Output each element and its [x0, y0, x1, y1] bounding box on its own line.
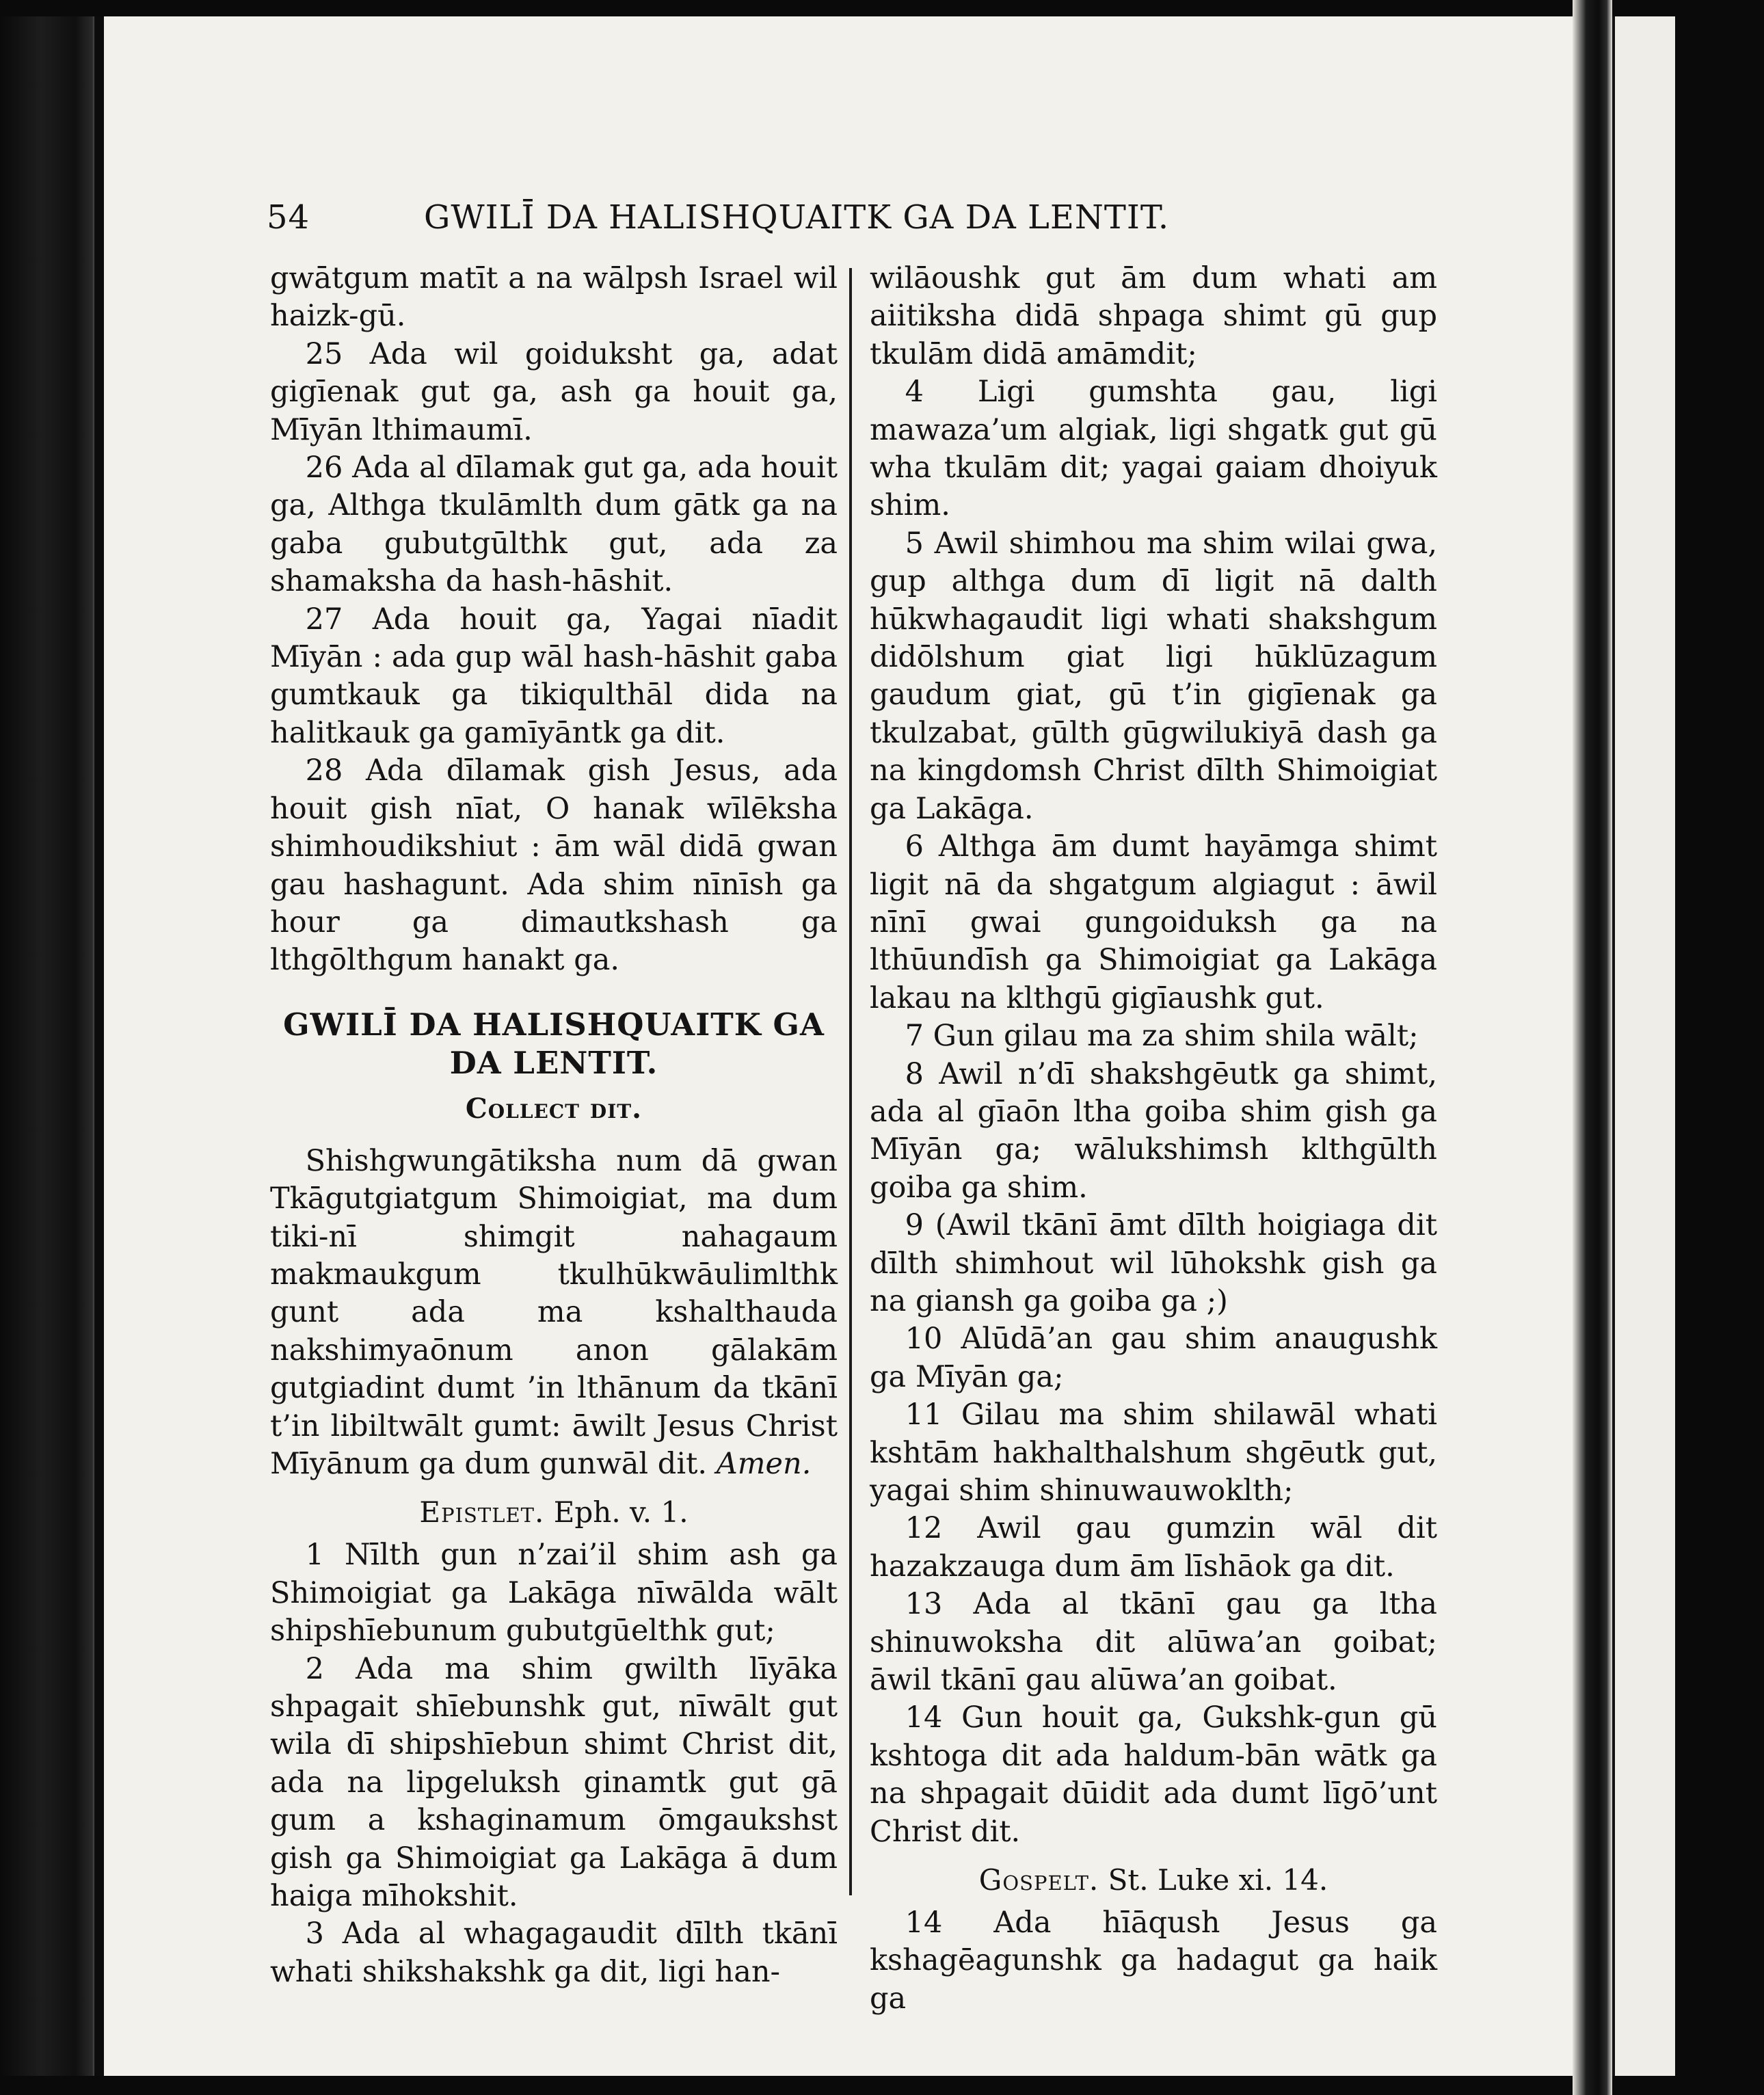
next-page-edge-line — [1612, 16, 1615, 2076]
gospel-reference: St. Luke xi. 14. — [1108, 1863, 1328, 1897]
epistle-verse-5: 5 Awil shimhou ma shim wilai gwa, gup althga dum dī ligit nā dalth hūkwhagaudit ligi whati shakshgum didōlshum giat ligi hūklūzagum gaudum giat, gū t’in gigīenak ga tkulzabat, gūlth gūgwilukiyā dash ga na kingdomsh Christ dīlth Shimoigiat ga Lakāga. — [870, 526, 1437, 826]
epistle-verse-3-continued: wilāoushk gut ām dum whati am aiitiksha didā shpaga shimt gū gup tkulām didā amāmdit; — [870, 261, 1437, 371]
epistle-label-line — [270, 1493, 838, 1532]
collect-body: Shishgwungātiksha num dā gwan Tkāgutgiatgum Shimoigiat, ma dum tiki-nī shimgit nahagaum makmaukgum tkulhūkwāulimlthk gunt ada ma kshalthauda nakshimyaōnum anon gālakām gutgiadint dumt ’in lthānum da tkānī t’in libiltwālt gumt: āwilt Jesus Christ Mīyānum ga dum gunwāl dit. — [270, 1143, 838, 1481]
scan-top-border — [0, 0, 1764, 16]
gospel-label: Gospelt. — [978, 1863, 1099, 1897]
running-title: GWILĪ DA HALISHQUAITK GA DA LENTIT. — [424, 198, 1170, 237]
epistle-verse-7: 7 Gun gilau ma za shim shila wālt; — [905, 1019, 1419, 1054]
epistle-verse-6: 6 Althga ām dumt hayāmga shimt ligit nā da shgatgum algiagut : āwil nīnī gwai gungoiduksh ga na lthūundīsh ga Shimoigiat ga Lakāga lakau na klthgū gigīaushk gut. — [870, 829, 1437, 1015]
gospel-label-line — [870, 1860, 1437, 1900]
section-heading: GWILĪ DA HALISHQUAITK GA DA LENTIT. — [283, 1006, 825, 1081]
epistle-verse-12: 12 Awil gau gumzin wāl dit hazakzauga dum ām līshāok ga dit. — [870, 1511, 1437, 1584]
epistle-verse-14: 14 Gun houit ga, Gukshk-gun gū kshtoga dit ada haldum-bān wātk ga na shpagait dūidit ada dumt līgō’unt Christ dit. — [870, 1700, 1437, 1849]
collect-text — [270, 1143, 838, 1484]
gospel-verse-14: 14 Ada hīāqush Jesus ga kshagēagunshk ga hadagut ga haik ga — [870, 1906, 1437, 2016]
page-header — [267, 198, 1306, 246]
epistle-verse-10: 10 Alūdā’an gau shim anaugushk ga Mīyān ga; — [870, 1322, 1437, 1394]
paragraph-continued: gwātgum matīt a na wālpsh Israel wil haizk-gū. — [270, 261, 838, 334]
verse-25: 25 Ada wil goiduksht ga, adat gigīenak gut ga, ash ga houit ga, Mīyān lthimaumī. — [270, 336, 838, 447]
epistle-verse-13: 13 Ada al tkānī gau ga ltha shinuwoksha dit alūwa’an goibat; āwil tkānī gau alūwa’an goibat. — [870, 1587, 1437, 1698]
epistle-verse-1: 1 Nīlth gun n’zai’il shim ash ga Shimoigiat ga Lakāga nīwālda wālt shipshīebunum gubutgūelthk gut; — [270, 1538, 838, 1649]
epistle-verse-2: 2 Ada ma shim gwilth līyāka shpagait shīebunshk gut, nīwālt gut wila dī shipshīebun shimt Christ dit, ada na lipgeluksh ginamtk gut gā gum a kshaginamum ōmgaukshst gish ga Shimoigiat ga Lakāga ā dum haiga mīhokshit. — [270, 1651, 838, 1914]
verse-28: 28 Ada dīlamak gish Jesus, ada houit gish nīat, O hanak wīlēksha shimhoudikshiut : ām wāl didā gwan gau hashagunt. Ada shim nīnīsh ga hour ga dimautkshash ga lthgōlthgum hanakt ga. — [270, 753, 838, 978]
book-gutter — [1573, 0, 1612, 2095]
page-fold-line — [94, 0, 104, 2095]
verse-26: 26 Ada al dīlamak gut ga, ada houit ga, Althga tkulāmlth dum gātk ga na gaba gubutgūlthk gut, ada za shamaksha da hash-hāshit. — [270, 451, 838, 599]
epistle-verse-3: 3 Ada al whagagaudit dīlth tkānī whati shikshakshk ga dit, ligi han- — [270, 1917, 838, 1989]
epistle-verse-4: 4 Ligi gumshta gau, ligi mawaza’um algiak, ligi shgatk gut gū wha tkulām dit; yagai gaiam dhoiyuk shim. — [870, 375, 1437, 523]
left-column — [270, 260, 838, 1991]
epistle-verse-9: 9 (Awil tkānī āmt dīlth hoigiaga dit dīlth shimhout wil lūhokshk gish ga na giansh ga goiba ga ;) — [870, 1208, 1437, 1318]
epistle-verse-11: 11 Gilau ma shim shilawāl whati kshtām hakhalthalshum shgēutk gut, yagai shim shinuwauwoklth; — [870, 1398, 1437, 1508]
collect-heading: Collect dit. — [465, 1092, 643, 1125]
verse-27: 27 Ada houit ga, Yagai nīadit Mīyān : ada gup wāl hash-hāshit gaba gumtkauk ga tikiqulthāl dida na halitkauk ga gamīyāntk ga dit. — [270, 602, 838, 750]
scan-left-border — [0, 0, 103, 2095]
scan-right-border — [1675, 0, 1764, 2095]
epistle-label: Epistlet. — [419, 1495, 545, 1530]
epistle-verse-8: 8 Awil n’dī shakshgēutk ga shimt, ada al gīaōn ltha goiba shim gish ga Mīyān ga; wālukshimsh klthgūlth goiba ga shim. — [870, 1056, 1437, 1205]
next-page-edge — [1612, 16, 1675, 2076]
scan-bottom-border — [0, 2076, 1764, 2095]
column-divider — [849, 268, 852, 1895]
page-number: 54 — [267, 198, 310, 237]
epistle-reference: Eph. v. 1. — [553, 1495, 689, 1530]
collect-amen: Amen. — [716, 1446, 812, 1481]
right-column — [870, 260, 1437, 2018]
